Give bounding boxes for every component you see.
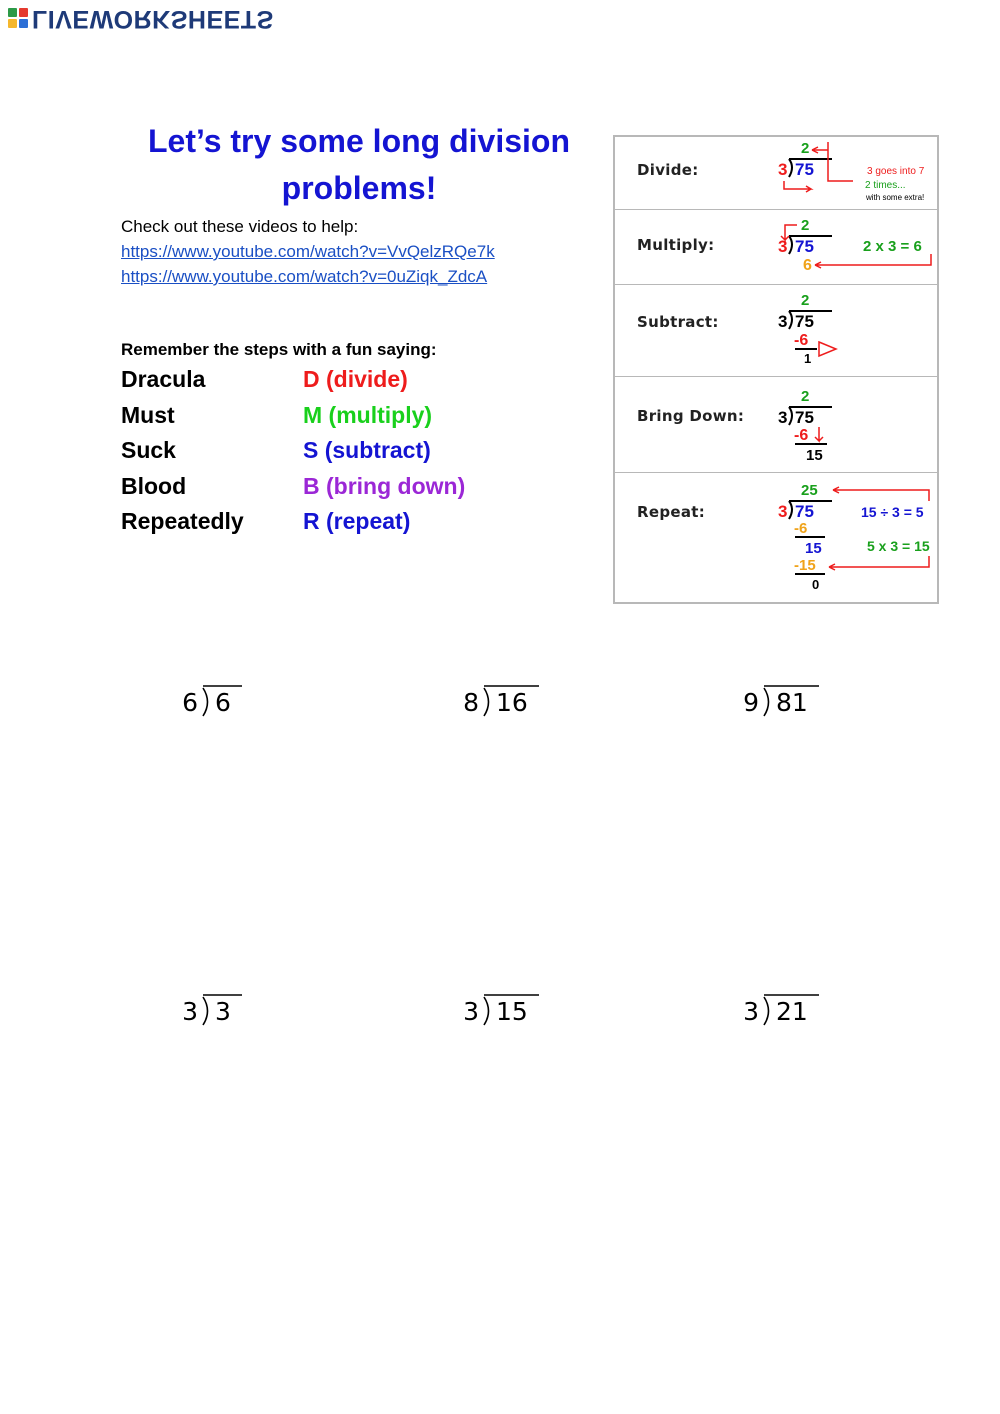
step-multiply [615,210,937,285]
problem-dividend: 15 [496,997,528,1026]
problem-dividend: 6 [215,688,231,717]
liveworksheets-logo [8,4,274,32]
step-label: Divide: [637,161,699,179]
step-label: Repeat: [637,503,706,521]
mnemonic-step: M (multiply) [303,401,433,428]
mnemonic-row [121,433,465,469]
quotient-digit: 2 [801,388,810,405]
bring-down-result: 15 [806,447,823,464]
problem-divisor: 3 [182,997,198,1026]
repeat-equation: 15 ÷ 3 = 5 [861,504,924,520]
multiply-equation: 2 x 3 = 6 [863,238,922,255]
subtract-line: -6 [794,332,809,349]
step-label: Bring Down: [637,407,745,425]
remainder-digit: 1 [804,351,812,366]
mnemonic-row [121,398,465,434]
step-repeat [615,473,937,604]
problem-divisor: 8 [463,688,479,717]
zero-remainder: 0 [812,577,820,592]
mnemonic-word: Repeatedly [121,508,244,535]
mnemonic-word: Must [121,401,175,428]
mnemonic-word: Blood [121,472,187,499]
multiply-example [765,210,941,285]
mnemonic-row [121,362,465,398]
problem-dividend: 16 [496,688,528,717]
problem-dividend: 21 [776,997,808,1026]
divide-note: 3 goes into 7 [867,166,925,177]
dividend-digits: 75 [795,502,814,521]
logo-blocks-icon [8,8,28,28]
video-link-1[interactable]: https://www.youtube.com/watch?v=VvQelzRQe7k [121,242,495,261]
divide-note: 2 times... [865,180,906,191]
dividend-digits: 75 [795,237,814,256]
subtract-line: -6 [794,520,808,537]
mnemonic-word: Dracula [121,366,206,393]
dividend-digits: 75 [795,312,814,331]
step-label: Multiply: [637,236,715,254]
step-divide [615,137,937,210]
quotient-digit: 2 [801,140,810,157]
video-link-2[interactable]: https://www.youtube.com/watch?v=0uZiqk_ZdcA [121,267,488,286]
mnemonic-step: D (divide) [303,366,408,393]
mnemonic-step: S (subtract) [303,437,431,464]
bring-down-example [765,377,941,473]
problem-divisor: 6 [182,688,198,717]
repeat-equation: 5 x 3 = 15 [867,538,930,554]
divisor-digit: 3 [778,502,788,521]
long-division-steps-chart [613,135,939,604]
step-subtract [615,285,937,377]
mnemonic-word: Suck [121,437,176,464]
remember-heading: Remember the steps with a fun saying: [121,340,437,359]
page-title: Let’s try some long division problems! [148,123,570,206]
divide-note: with some extra! [866,193,925,202]
step-label: Subtract: [637,313,719,331]
mnemonic-step: B (bring down) [303,472,466,499]
product-digit: 6 [803,257,812,274]
intro-text: Check out these videos to help: [121,217,359,236]
divisor-digit: 3 [778,312,788,331]
divisor-digit: 3 [778,408,788,427]
intro-section [121,214,495,289]
dividend-digits: 75 [795,160,814,179]
mnemonic-row [121,504,465,540]
step-bring-down [615,377,937,473]
quotient-digit: 2 [801,292,810,309]
mnemonic-step: R (repeat) [303,508,411,535]
subtract-example [765,285,941,377]
subtract-line: -15 [794,557,816,574]
dividend-digits: 75 [795,408,814,427]
subtract-line: -6 [794,427,809,444]
problem-divisor: 3 [463,997,479,1026]
problem-dividend: 81 [776,688,808,717]
repeat-example [765,473,941,604]
logo-text: LIVEWORKSHEETS [32,4,274,33]
divide-example [765,137,941,210]
quotient-digit: 2 [801,217,810,234]
repeat-line: 15 [805,540,822,557]
problem-divisor: 9 [743,688,759,717]
problem-divisor: 3 [743,997,759,1026]
problem-dividend: 3 [215,997,231,1026]
divisor-digit: 3 [778,237,788,256]
mnemonic-list [121,362,465,540]
mnemonic-row [121,469,465,505]
quotient-digits: 25 [801,482,818,499]
divisor-digit: 3 [778,160,788,179]
